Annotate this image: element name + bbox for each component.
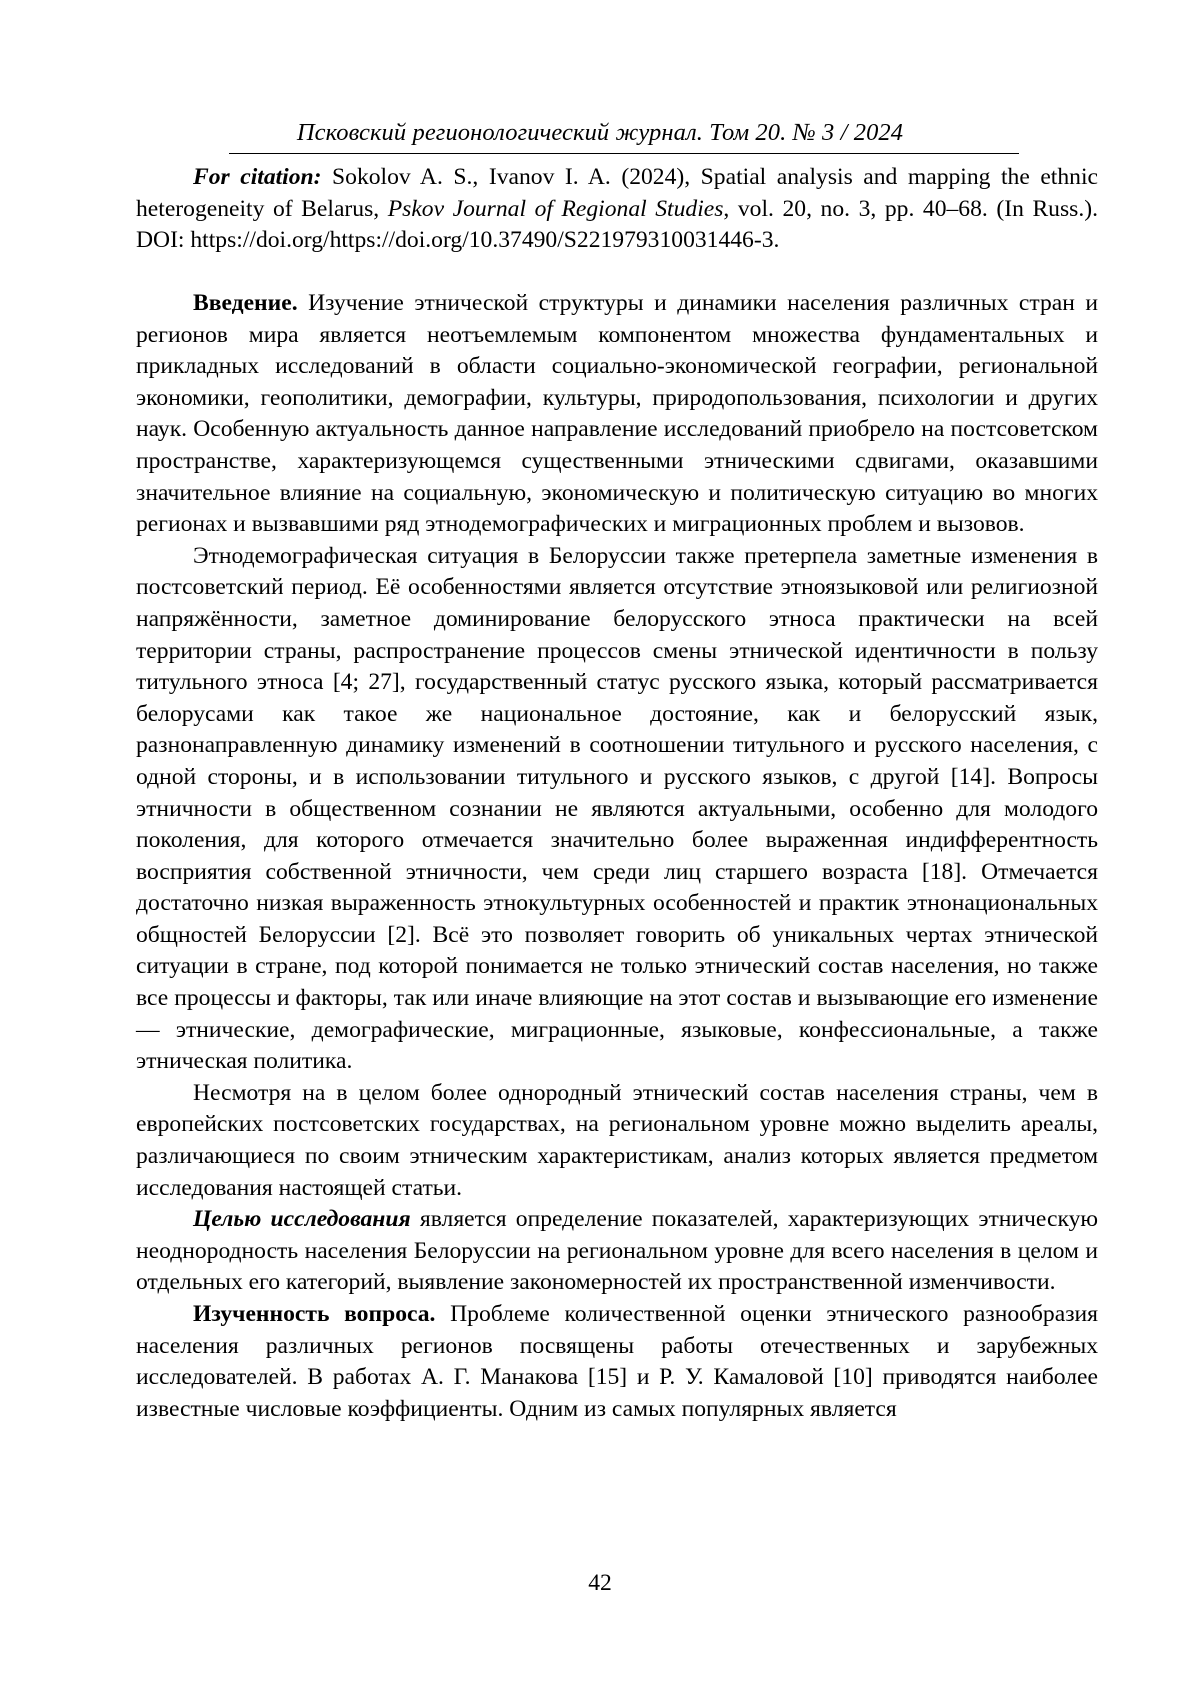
citation-journal: Pskov Journal of Regional Studies (387, 195, 724, 222)
section-heading-introduction: Введение. (193, 290, 298, 316)
running-head: Псковский регионологический журнал. Том 20. № 3 / 2024 (296, 119, 904, 146)
citation-label: For citation: (193, 164, 322, 190)
paragraph-introduction (136, 288, 1098, 541)
paragraph-ethnodemographic-situation (136, 541, 1098, 1078)
paragraph-text: является определение показателей, характеризующих этническую неоднородность населения Белоруссии на региональном уровне для всего населения в целом и отдельных его категорий, выявление закономерностей их пространственной изменчивости. (136, 1206, 1098, 1296)
header-rule (229, 153, 1019, 154)
section-heading-research-aim: Целью исследования (193, 1206, 411, 1233)
citation-block (136, 162, 1098, 257)
section-heading-literature-review: Изученность вопроса. (193, 1301, 436, 1327)
paragraph-research-aim (136, 1204, 1098, 1299)
paragraph-text: Изучение этнической структуры и динамики населения различных стран и регионов мира является неотъемлемым компонентом множества фундаментальных и прикладных исследований в области социально-экономической географии, региональной экономики, геополитики, демографии, культуры, природопользования, психологии и других наук. Особенную актуальность данное направление исследований приобрело на постсоветском пространстве, характеризующемся существенными этническими сдвигами, оказавшими значительное влияние на социальную, экономическую и политическую ситуацию во многих регионах и вызвавшими ряд этнодемографических и миграционных проблем и вызовов. (136, 290, 1098, 538)
paragraph-literature-review (136, 1299, 1098, 1425)
article-body (136, 288, 1098, 1425)
citation-authors: Sokolov A. S., Ivanov I. A. (2024), Spatial analysis and mapping the ethnic heterogeneity of Belarus, (136, 164, 1098, 222)
citation-details: , vol. 20, no. 3, pp. 40–68. (In Russ.). DOI: https://doi.org/https://doi.org/10.37490/S221979310031446-3. (136, 195, 1098, 253)
paragraph-text: Проблеме количественной оценки этнического разнообразия населения различных регионов посвящены работы отечественных и зарубежных исследователей. В работах А. Г. Манакова [15] и Р. У. Камаловой [10] приводятся наиболее известные числовые коэффициенты. Одним из самых популярных является (136, 1301, 1098, 1422)
page-number: 42 (588, 1570, 612, 1596)
paragraph-regional-differences (136, 1078, 1098, 1204)
paragraph-text: Этнодемографическая ситуация в Белоруссии также претерпела заметные изменения в постсоветский период. Её особенностями является отсутствие этноязыковой или религиозной напряжённости, заметное доминирование белорусского этноса практически на всей территории страны, распространение процессов смены этнической идентичности в пользу титульного этноса [4; 27], государственный статус русского языка, который рассматривается белорусами как такое же национальное достояние, как и белорусский язык, разнонаправленную динамику изменений в соотношении титульного и русского населения, с одной стороны, и в использовании титульного и русского языков, с другой [14]. Вопросы этничности в общественном сознании не являются актуальными, особенно для молодого поколения, для которого отмечается значительно более выраженная индифферентность восприятия собственной этничности, чем среди лиц старшего возраста [18]. Отмечается достаточно низкая выраженность этнокультурных особенностей и практик этнонациональных общностей Белоруссии [2]. Всё это позволяет говорить об уникальных чертах этнической ситуации в стране, под которой понимается не только этнический состав населения, но также все процессы и факторы, так или иначе влияющие на этот состав и вызывающие его изменение — этнические, демографические, миграционные, языковые, конфессиональные, а также этническая политика. (136, 542, 1098, 1075)
paragraph-text: Несмотря на в целом более однородный этнический состав населения страны, чем в европейских постсоветских государствах, на региональном уровне можно выделить ареалы, различающиеся по своим этническим характеристикам, анализ которых является предметом исследования настоящей статьи. (136, 1079, 1098, 1201)
